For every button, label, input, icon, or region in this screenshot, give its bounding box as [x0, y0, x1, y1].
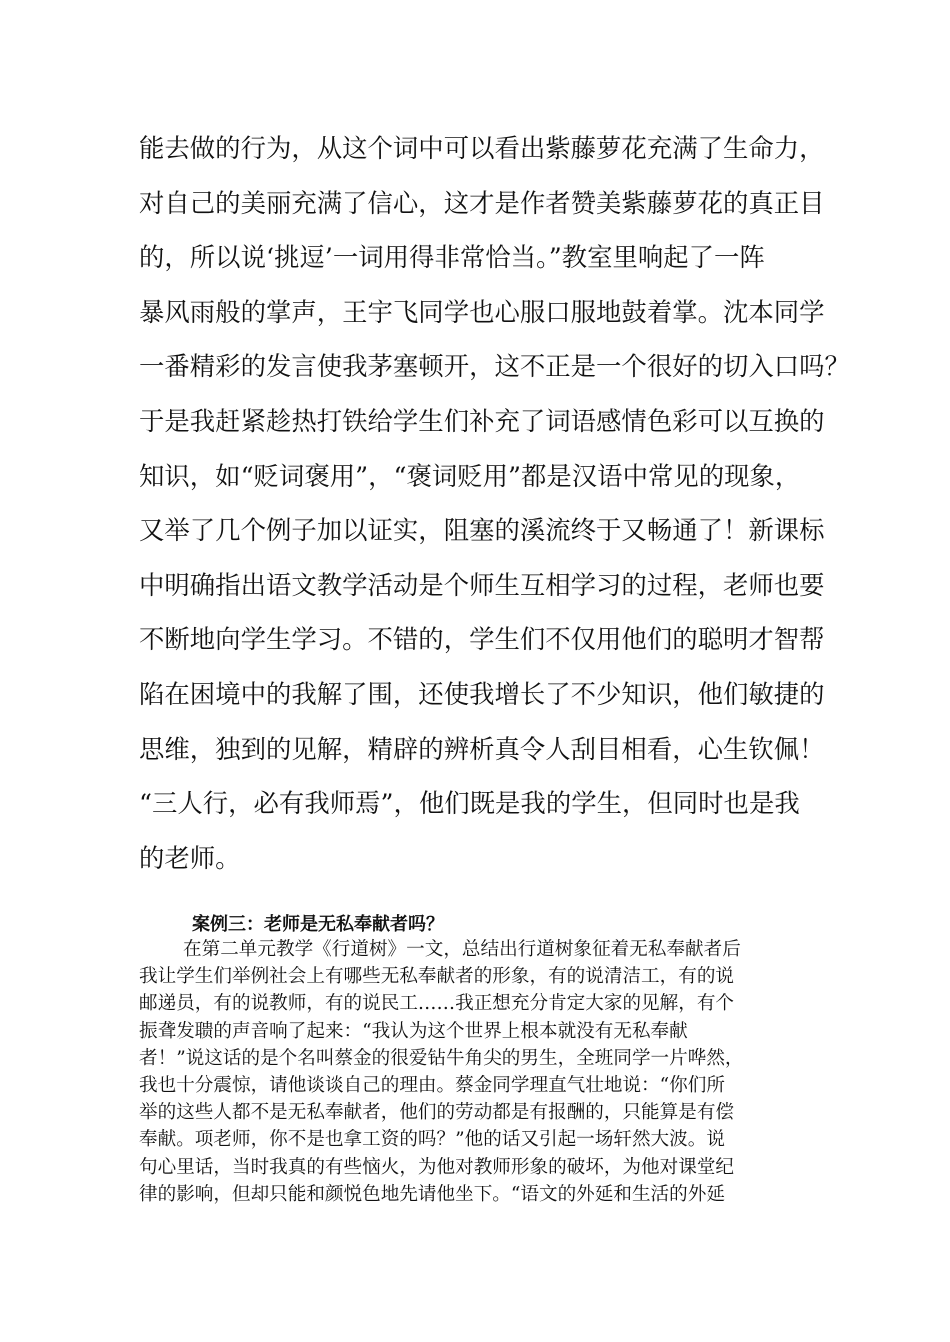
- case-paragraph-line: 者！”说这话的是个名叫蔡金的很爱钻牛角尖的男生，全班同学一片哗然，: [139, 1047, 744, 1069]
- case-paragraph-line: 奉献。项老师，你不是也拿工资的吗？”他的话又引起一场轩然大波。说: [139, 1129, 725, 1151]
- case-paragraph-line: 振聋发聩的声音响了起来：“我认为这个世界上根本就没有无私奉献: [139, 1020, 688, 1042]
- paragraph-line: 的，所以说‘挑逗’一词用得非常恰当。”教室里响起了一阵: [139, 242, 765, 273]
- case-title: 案例三：老师是无私奉献者吗？: [192, 914, 444, 935]
- paragraph-line: 于是我赶紧趁热打铁给学生们补充了词语感情色彩可以互换的: [139, 405, 825, 436]
- case-paragraph: [139, 936, 859, 1208]
- paragraph-line: 不断地向学生学习。不错的，学生们不仅用他们的聪明才智帮: [139, 624, 825, 655]
- paragraph-line: “三人行，必有我师焉”，他们既是我的学生，但同时也是我: [139, 788, 800, 819]
- case-paragraph-line: 句心里话，当时我真的有些恼火，为他对教师形象的破坏，为他对课堂纪: [139, 1156, 735, 1178]
- case-paragraph-line: 举的这些人都不是无私奉献者，他们的劳动都是有报酬的，只能算是有偿: [139, 1102, 735, 1124]
- case-paragraph-line: 邮递员，有的说教师，有的说民工……我正想充分肯定大家的见解，有个: [139, 993, 735, 1015]
- paragraph-line: 又举了几个例子加以证实，阻塞的溪流终于又畅通了！新课标: [139, 515, 825, 546]
- paragraph-line: 思维，独到的见解，精辟的辨析真令人刮目相看，心生钦佩！: [139, 733, 825, 764]
- case-paragraph-line: 在第二单元教学《行道树》一文，总结出行道树象征着无私奉献者后: [183, 939, 741, 960]
- large-paragraph: [139, 121, 859, 885]
- case-paragraph-line: 我也十分震惊，请他谈谈自己的理由。蔡金同学理直气壮地说：“你们所: [139, 1074, 725, 1096]
- case-paragraph-line: 我让学生们举例社会上有哪些无私奉献者的形象，有的说清洁工，有的说: [139, 966, 735, 988]
- paragraph-line: 陷在困境中的我解了围，还使我增长了不少知识，他们敏捷的: [139, 678, 825, 709]
- paragraph-line: 知识，如“贬词褒用”，“褒词贬用”都是汉语中常见的现象，: [139, 460, 801, 491]
- paragraph-line: 中明确指出语文教学活动是个师生互相学习的过程，老师也要: [139, 569, 825, 600]
- paragraph-line: 对自己的美丽充满了信心，这才是作者赞美紫藤萝花的真正目: [139, 187, 825, 218]
- paragraph-line: 的老师。: [139, 842, 241, 873]
- paragraph-line: 能去做的行为，从这个词中可以看出紫藤萝花充满了生命力，: [139, 133, 825, 163]
- case-paragraph-line: 律的影响，但却只能和颜悦色地先请他坐下。“语文的外延和生活的外延: [139, 1183, 725, 1205]
- paragraph-line: 一番精彩的发言使我茅塞顿开，这不正是一个很好的切入口吗？: [139, 351, 850, 382]
- paragraph-line: 暴风雨般的掌声，王宇飞同学也心服口服地鼓着掌。沈本同学: [139, 296, 825, 327]
